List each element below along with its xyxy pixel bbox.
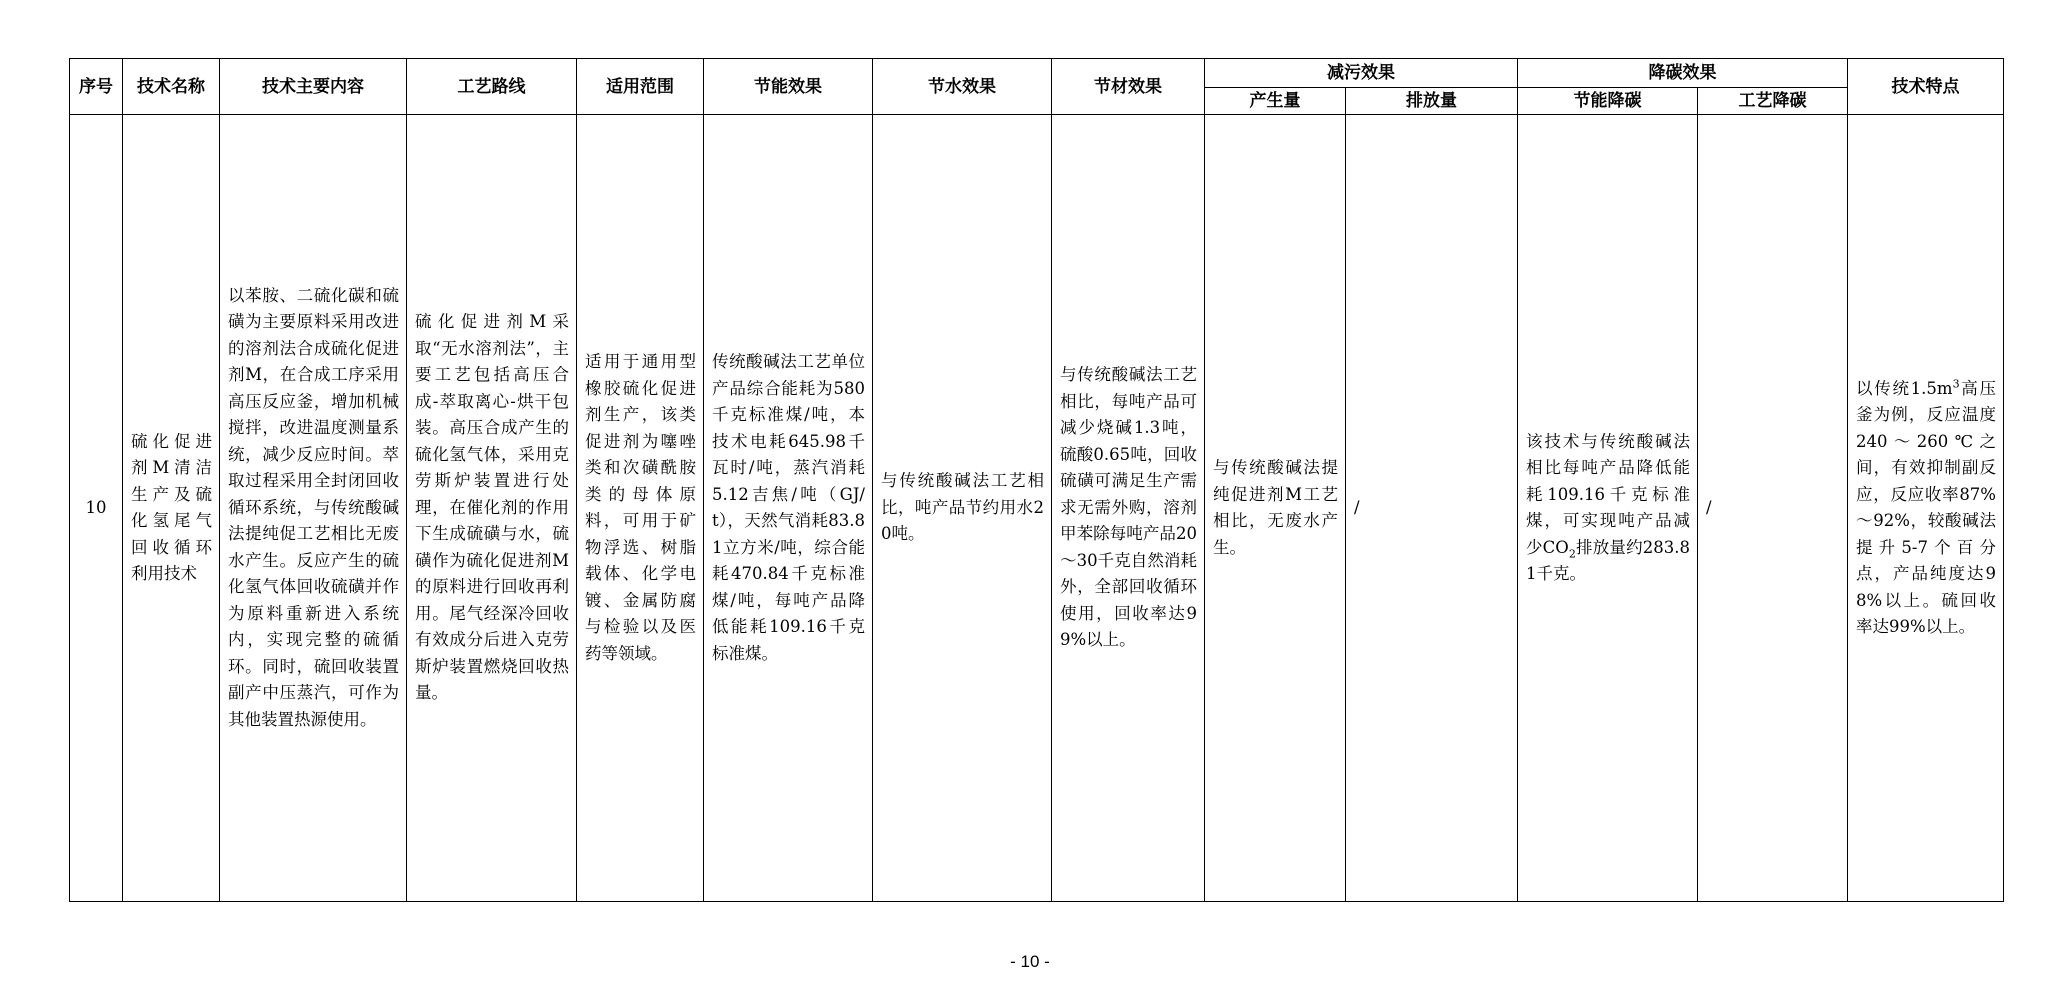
scope-text: 适用于通用型橡胶硫化促进剂生产，该类促进剂为噻唑类和次磺酰胺类的母体原料，可用于矿物浮选、树脂载体、化学电镀、金属防腐与检验以及医药等领域。 [585, 352, 696, 663]
technology-table [69, 58, 2004, 902]
cell-pollution-discharge [1346, 115, 1518, 902]
cell-features [1848, 115, 2004, 902]
header-seq: 序号 [70, 59, 123, 115]
cell-carbon-energy [1518, 115, 1698, 902]
cell-scope [577, 115, 704, 902]
cell-pollution-produce [1205, 115, 1346, 902]
pollution-discharge-text: / [1354, 497, 1360, 517]
carbon-energy-pre: 该技术与传统酸碱法相比每吨产品降低能耗109.16千克标准煤，可实现吨产品减少CO [1526, 431, 1690, 557]
header-material-effect: 节材效果 [1052, 59, 1205, 115]
main-content-text: 以苯胺、二硫化碳和硫磺为主要原料采用改进的溶剂法合成硫化促进剂M，在合成工序采用高压反应釜，增加机械搅拌，改进温度测量系统，减少反应时间。萃取过程采用全封闭回收循环系统，与传统酸碱法提纯促工艺相比无废水产生。反应产生的硫化氢气体回收硫磺并作为原料重新进入系统内，实现完整的硫循环。同时，硫回收装置副产中压蒸汽，可作为其他装置热源使用。 [228, 285, 399, 729]
header-carbon-energy: 节能降碳 [1518, 88, 1698, 115]
cell-process-route [407, 115, 577, 902]
header-scope: 适用范围 [577, 59, 704, 115]
cell-tech-name [123, 115, 220, 902]
header-pollution-effect: 减污效果 [1205, 59, 1518, 88]
material-effect-text: 与传统酸碱法工艺相比，每吨产品可减少烧碱1.3吨，硫酸0.65吨，回收硫磺可满足生产需求无需外购，溶剂甲苯除每吨产品20～30千克自然消耗外，全部回收循环使用，回收率达99%以上。 [1060, 365, 1197, 650]
features-post: 高压釜为例，反应温度240～260℃之间，有效抑制副反应，反应收率87%～92%，较酸碱法提升5-7个百分点，产品纯度达98%以上。硫回收率达99%以上。 [1856, 378, 1997, 636]
features-pre: 以传统1.5m [1856, 378, 1953, 398]
tech-name-text: 硫化促进剂M清洁生产及硫化氢尾气回收循环利用技术 [131, 431, 212, 583]
cell-material-effect [1052, 115, 1205, 902]
carbon-energy-text [1526, 429, 1690, 588]
header-pollution-produce: 产生量 [1205, 88, 1346, 115]
features-text [1856, 376, 1996, 641]
header-features: 技术特点 [1848, 59, 2004, 115]
process-route-text: 硫化促进剂M采取“无水溶剂法”，主要工艺包括高压合成-萃取离心-烘干包装。高压合成产生的硫化氢气体，采用克劳斯炉装置进行处理，在催化剂的作用下生成硫磺与水，硫磺作为硫化促进剂M的原料进行回收再利用。尾气经深冷回收有效成分后进入克劳斯炉装置燃烧回收热量。 [415, 312, 569, 703]
table-row [70, 115, 2004, 902]
cell-water-effect [873, 115, 1052, 902]
cell-carbon-process [1698, 115, 1848, 902]
cell-main-content [220, 115, 407, 902]
cell-energy-effect [704, 115, 873, 902]
header-row-top [70, 59, 2004, 88]
header-carbon-process: 工艺降碳 [1698, 88, 1848, 115]
page-number: - 10 - [1010, 952, 1050, 971]
pollution-produce-text: 与传统酸碱法提纯促进剂M工艺相比，无废水产生。 [1213, 458, 1338, 557]
cell-seq [70, 115, 123, 902]
seq-text: 10 [85, 497, 107, 517]
carbon-energy-post: 排放量约283.81千克。 [1526, 537, 1690, 583]
header-water-effect: 节水效果 [873, 59, 1052, 115]
header-tech-name: 技术名称 [123, 59, 220, 115]
header-process-route: 工艺路线 [407, 59, 577, 115]
cubic-superscript: 3 [1952, 377, 1960, 390]
header-pollution-discharge: 排放量 [1346, 88, 1518, 115]
header-main-content: 技术主要内容 [220, 59, 407, 115]
water-effect-text: 与传统酸碱法工艺相比，吨产品节约用水20吨。 [881, 471, 1044, 544]
header-energy-effect: 节能效果 [704, 59, 873, 115]
header-carbon-effect: 降碳效果 [1518, 59, 1848, 88]
carbon-process-text: / [1706, 497, 1712, 517]
co2-subscript: 2 [1568, 546, 1576, 560]
energy-effect-text: 传统酸碱法工艺单位产品综合能耗为580千克标准煤/吨，本技术电耗645.98千瓦时/吨，蒸汽消耗5.12吉焦/吨（GJ/t），天然气消耗83.81立方米/吨，综合能耗470.84千克标准煤/吨，每吨产品降低能耗109.16千克标准煤。 [712, 352, 865, 663]
